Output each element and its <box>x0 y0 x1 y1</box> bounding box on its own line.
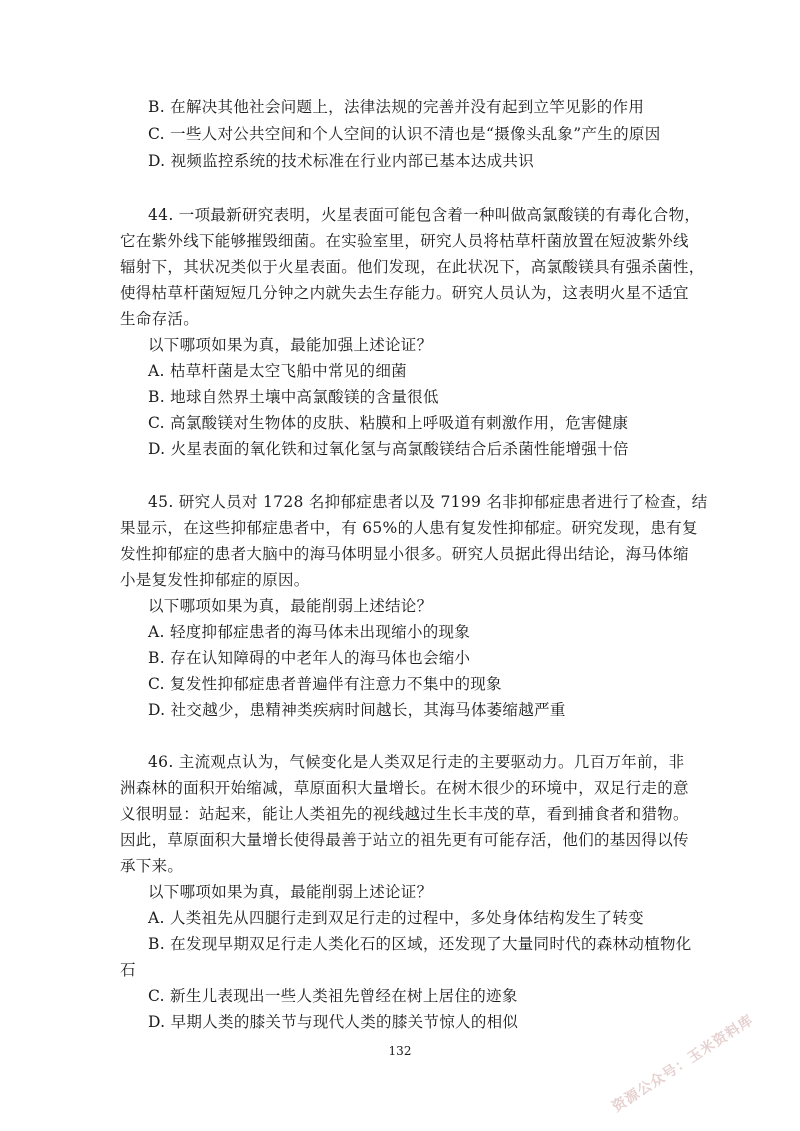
q45-stem-line: 果显示，在这些抑郁症患者中，有 65%的人患有复发性抑郁症。研究发现，患有复 <box>120 519 698 537</box>
q44-stem-line: 使得枯草杆菌短短几分钟之内就失去生存能力。研究人员认为，这表明火星不适宜 <box>120 284 689 302</box>
q45-option-d: D. 社交越少，患精神类疾病时间越长，其海马体萎缩越严重 <box>148 701 566 719</box>
q45-option-c: C. 复发性抑郁症患者普遍伴有注意力不集中的现象 <box>148 675 502 693</box>
q46-stem-line: 洲森林的面积开始缩减，草原面积大量增长。在树木很少的环境中，双足行走的意 <box>120 779 689 797</box>
q44-question: 以下哪项如果为真，最能加强上述论证？ <box>148 336 433 354</box>
q45-option-b: B. 存在认知障碍的中老年人的海马体也会缩小 <box>148 649 471 667</box>
q44-stem-line: 它在紫外线下能够摧毁细菌。在实验室里，研究人员将枯草杆菌放置在短波紫外线 <box>120 232 689 250</box>
q46-option-c: C. 新生儿表现出一些人类祖先曾经在树上居住的迹象 <box>148 987 518 1005</box>
q45-stem-line: 45. 研究人员对 1728 名抑郁症患者以及 7199 名非抑郁症患者进行了检查，结 <box>148 493 708 511</box>
q43-option-d: D. 视频监控系统的技术标准在行业内部已基本达成共识 <box>148 152 535 170</box>
q44-option-c: C. 高氯酸镁对生物体的皮肤、粘膜和上呼吸道有刺激作用，危害健康 <box>148 414 629 432</box>
watermark-text: 资源公众号：玉米资料库 <box>609 1012 757 1116</box>
q46-stem-line: 承下来。 <box>120 857 184 875</box>
q45-question: 以下哪项如果为真，最能削弱上述结论？ <box>148 597 433 615</box>
q44-option-d: D. 火星表面的氧化铁和过氧化氢与高氯酸镁结合后杀菌性能增强十倍 <box>148 440 629 458</box>
q43-option-c: C. 一些人对公共空间和个人空间的认识不清也是“摄像头乱象”产生的原因 <box>148 125 661 143</box>
q44-stem-line: 生命存活。 <box>120 310 200 328</box>
q43-option-b: B. 在解决其他社会问题上，法律法规的完善并没有起到立竿见影的作用 <box>148 98 645 116</box>
q44-option-a: A. 枯草杆菌是太空飞船中常见的细菌 <box>148 362 407 380</box>
q45-stem-line: 小是复发性抑郁症的原因。 <box>120 571 310 589</box>
q46-option-a: A. 人类祖先从四腿行走到双足行走的过程中，多处身体结构发生了转变 <box>148 909 644 927</box>
watermark <box>586 1005 786 1117</box>
q44-stem-line: 44. 一项最新研究表明，火星表面可能包含着一种叫做高氯酸镁的有毒化合物， <box>148 206 701 224</box>
page-number: 132 <box>388 1044 412 1058</box>
q44-stem-line: 辐射下，其状况类似于火星表面。他们发现，在此状况下，高氯酸镁具有强杀菌性， <box>120 258 705 276</box>
q45-stem-line: 发性抑郁症的患者大脑中的海马体明显小很多。研究人员据此得出结论，海马体缩 <box>120 545 689 563</box>
q46-question: 以下哪项如果为真，最能削弱上述论证？ <box>148 883 433 901</box>
q46-stem-line: 因此，草原面积大量增长使得最善于站立的祖先更有可能存活，他们的基因得以传 <box>120 831 689 849</box>
q44-option-b: B. 地球自然界土壤中高氯酸镁的含量很低 <box>148 388 439 406</box>
q46-option-d: D. 早期人类的膝关节与现代人类的膝关节惊人的相似 <box>148 1013 519 1031</box>
q45-option-a: A. 轻度抑郁症患者的海马体未出现缩小的现象 <box>148 623 471 641</box>
q46-stem-line: 义很明显：站起来，能让人类祖先的视线越过生长丰茂的草，看到捕食者和猎物。 <box>120 805 689 823</box>
q46-option-b: B. 在发现早期双足行走人类化石的区域，还发现了大量同时代的森林动植物化 <box>148 935 692 953</box>
q46-stem-line: 46. 主流观点认为，气候变化是人类双足行走的主要驱动力。几百万年前，非 <box>148 753 685 771</box>
q46-option-b-continued: 石 <box>120 961 136 979</box>
